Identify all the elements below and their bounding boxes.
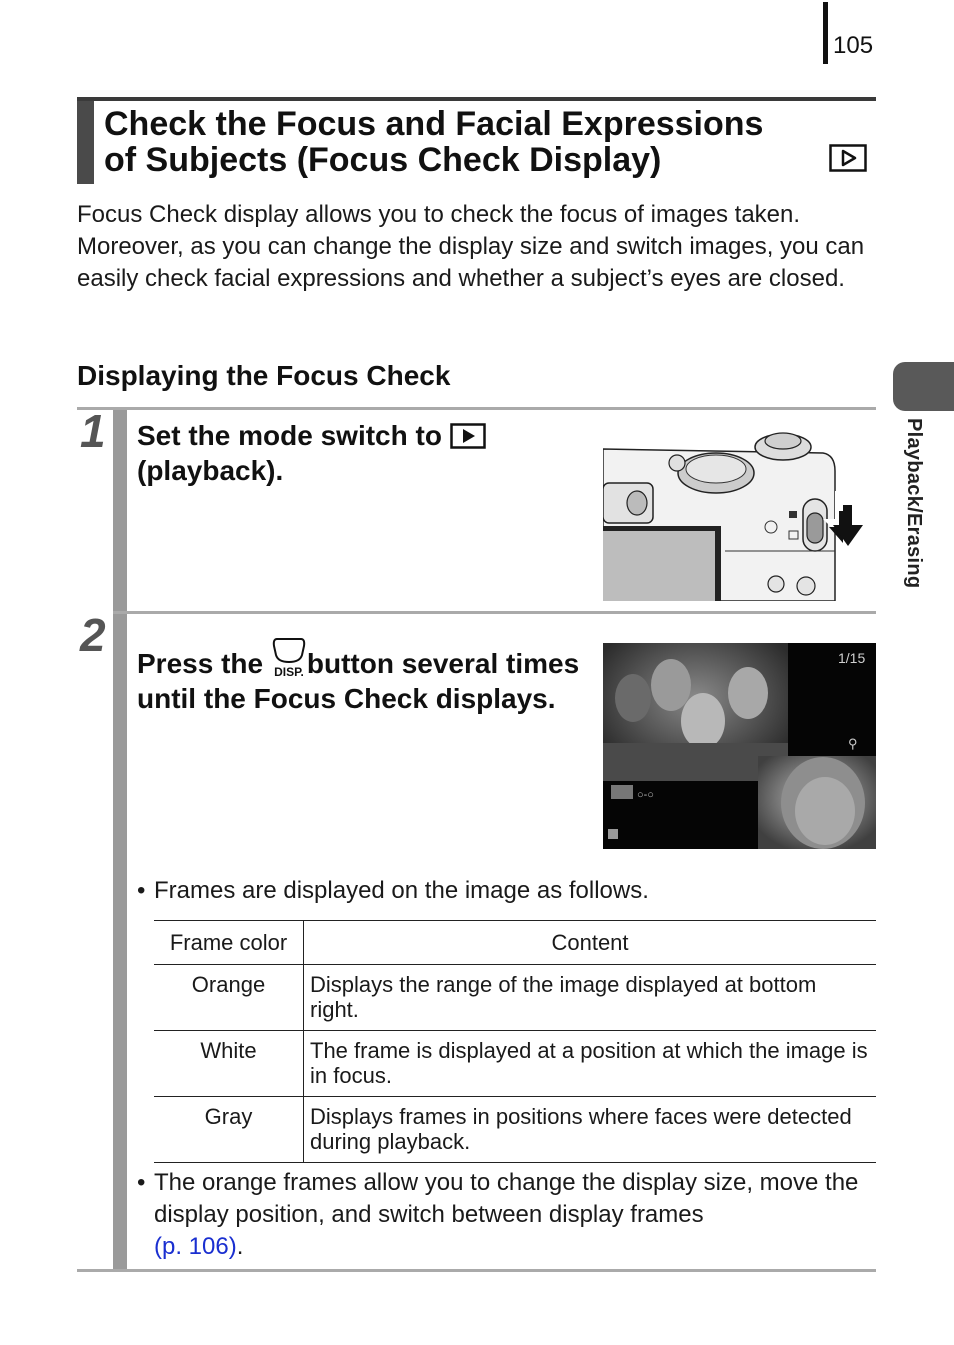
arrow-down-icon	[831, 505, 865, 547]
frame-color-table	[154, 920, 876, 1163]
frame-content-cell: Displays the range of the image displayed at bottom right.	[304, 965, 877, 1031]
bullet-frames-intro	[137, 875, 649, 907]
focus-check-screen-image	[603, 643, 876, 849]
frame-color-cell: White	[154, 1031, 304, 1097]
step-2-text-after: button several times until the Focus Check displays.	[137, 648, 580, 714]
table-row	[154, 965, 876, 1031]
page-number-bar	[823, 2, 828, 64]
step-1-text-after: (playback).	[137, 455, 284, 486]
disp-button-icon	[271, 637, 307, 679]
step-divider	[113, 611, 876, 614]
page-title-line1: Check the Focus and Facial Expressions	[104, 105, 764, 143]
bullet-orange-frames	[137, 1167, 877, 1263]
frame-content-cell: Displays frames in positions where faces were detected during playback.	[304, 1097, 877, 1163]
playback-icon	[450, 423, 486, 449]
bullet-text	[154, 1167, 877, 1263]
bullet-text: Frames are displayed on the image as follows.	[154, 877, 649, 904]
step-number-2: 2	[80, 609, 106, 661]
chapter-tab	[893, 362, 954, 411]
title-accent-bar	[77, 101, 94, 184]
step-1-text-before: Set the mode switch to	[137, 420, 442, 451]
screen-counter: 1/15	[838, 650, 866, 666]
column-header-frame-color: Frame color	[154, 921, 304, 965]
intro-paragraph: Focus Check display allows you to check the focus of images taken. Moreover, as you can change the display size and switch images, you can easily check facial expressions and whether a subject’s eyes are closed.	[77, 201, 865, 292]
step-bottom-rule	[77, 1269, 876, 1272]
camera-mode-switch-illustration	[603, 431, 843, 601]
page-number: 105	[833, 32, 874, 59]
bullet-dot: •	[137, 877, 146, 904]
table-row	[154, 1097, 876, 1163]
frame-color-cell: Gray	[154, 1097, 304, 1163]
page-title-line2: of Subjects (Focus Check Display)	[104, 141, 662, 179]
frame-color-cell: Orange	[154, 965, 304, 1031]
focus-check-screen-drawing	[603, 643, 876, 849]
page-reference-link[interactable]: (p. 106)	[154, 1233, 237, 1260]
step-2-text-before: Press the	[137, 648, 264, 679]
step-2-instruction	[137, 637, 597, 716]
svg-text:○-○: ○-○	[637, 789, 654, 801]
table-header-row	[154, 921, 876, 965]
page-title	[104, 106, 763, 178]
step-side-bar	[113, 410, 127, 1270]
step-1-instruction	[137, 418, 486, 488]
step-top-rule	[77, 407, 876, 410]
bullet-text-main: The orange frames allow you to change the display size, move the display position, and switch between display frames	[154, 1169, 859, 1228]
playback-icon	[829, 144, 867, 172]
svg-text:⚲: ⚲	[848, 736, 858, 751]
section-heading: Displaying the Focus Check	[77, 360, 451, 391]
column-header-content: Content	[304, 921, 877, 965]
title-rule	[77, 97, 876, 101]
bullet-dot: •	[137, 1169, 146, 1196]
disp-label: DISP.	[273, 665, 304, 679]
bullet-text-end: .	[236, 1233, 244, 1260]
frame-content-cell: The frame is displayed at a position at which the image is in focus.	[304, 1031, 877, 1097]
table-row	[154, 1031, 876, 1097]
chapter-tab-label: Playback/Erasing	[903, 418, 925, 589]
step-number-1: 1	[80, 405, 106, 457]
